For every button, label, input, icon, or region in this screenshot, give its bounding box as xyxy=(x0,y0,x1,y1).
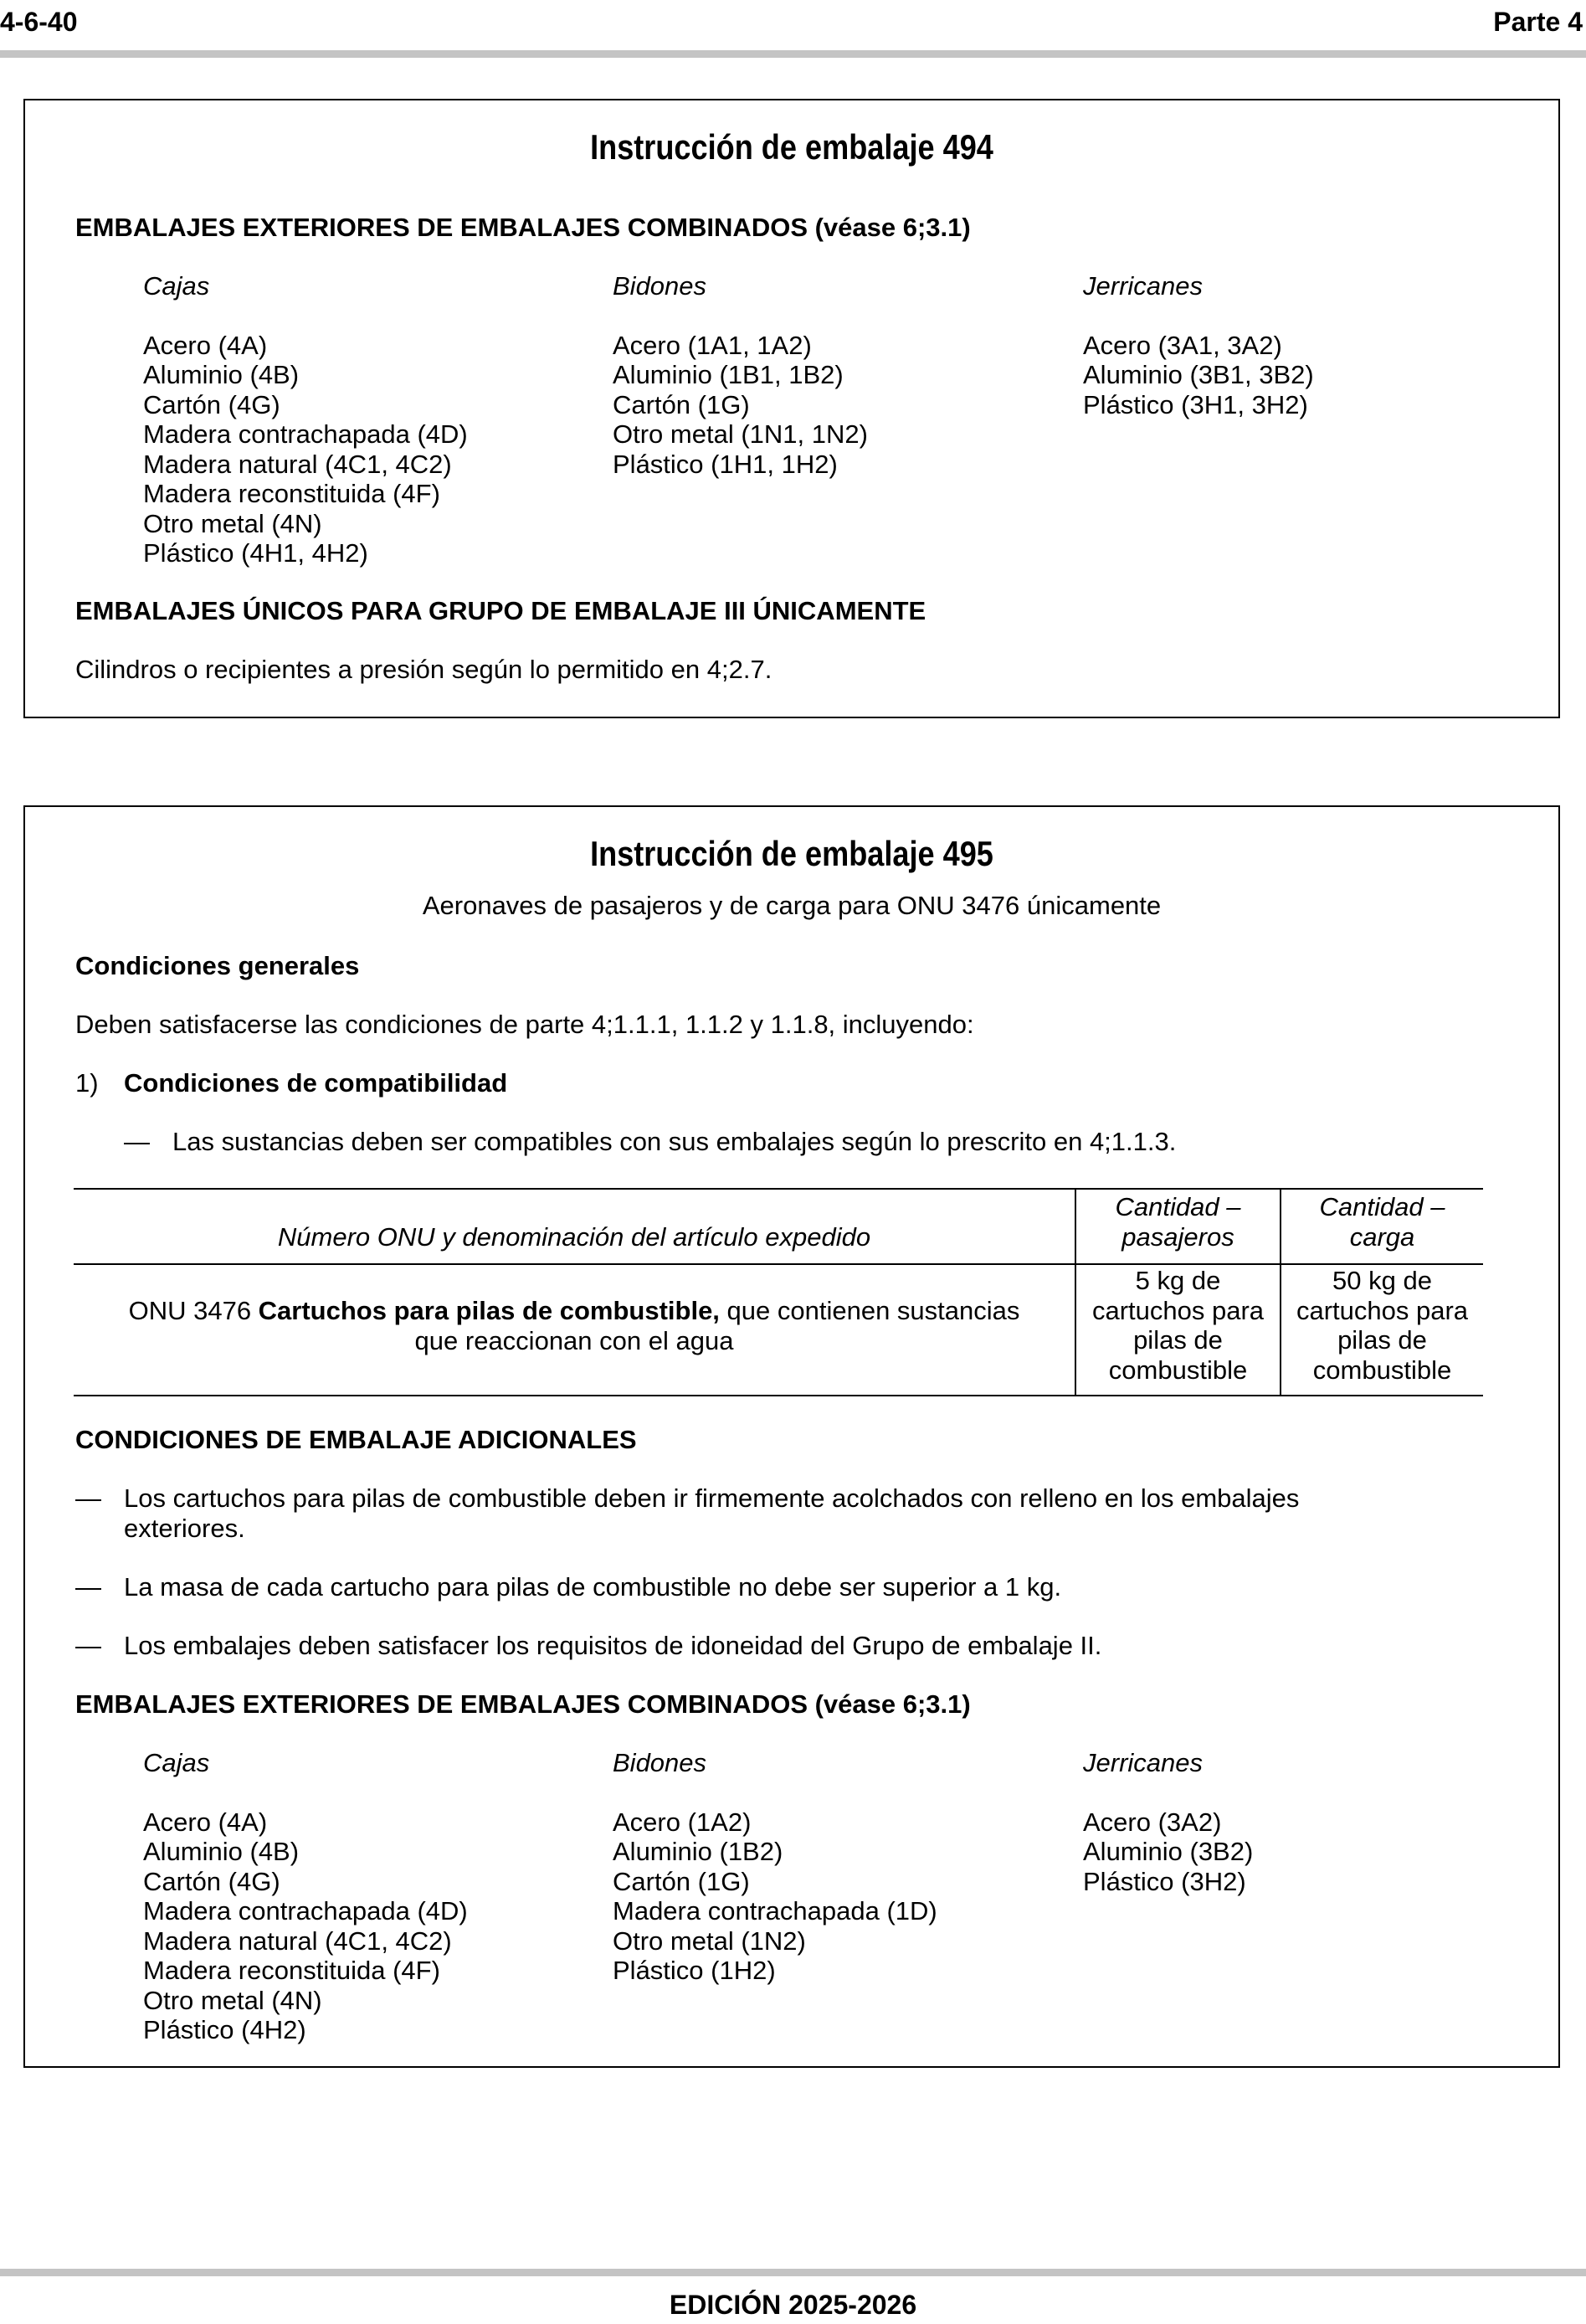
list-item: Aluminio (1B1, 1B2) xyxy=(613,360,844,389)
pi494-single-text: Cilindros o recipientes a presión según lo permitido en 4;2.7. xyxy=(75,655,772,684)
header-line: Cantidad – xyxy=(1319,1192,1445,1221)
table-header-article: Número ONU y denominación del artículo expedido xyxy=(277,1222,871,1252)
list-item: Aluminio (4B) xyxy=(143,1837,300,1866)
pi494-single-heading: EMBALAJES ÚNICOS PARA GRUPO DE EMBALAJE III ÚNICAMENTE xyxy=(75,596,926,625)
article-desc: que contienen sustancias xyxy=(719,1296,1020,1325)
col-head: Bidones xyxy=(613,1748,707,1777)
col-head: Jerricanes xyxy=(1083,271,1203,301)
list-item: Otro metal (1N2) xyxy=(613,1926,806,1956)
dash-mark: — xyxy=(75,1572,101,1602)
additional-item-1 xyxy=(124,1483,1299,1544)
packing-instruction-495 xyxy=(23,805,1560,2068)
list-item: Acero (1A2) xyxy=(613,1807,752,1837)
col-head: Bidones xyxy=(613,271,707,301)
pi494-title: Instrucción de embalaje 494 xyxy=(590,127,993,167)
item-number: 1) xyxy=(75,1068,99,1098)
proper-shipping-name: Cartuchos para pilas de combustible, xyxy=(258,1296,720,1325)
edition-label: EDICIÓN 2025-2026 xyxy=(669,2290,917,2320)
item-line: Los cartuchos para pilas de combustible deben ir firmemente acolchados con relleno en los embalajes xyxy=(124,1483,1300,1513)
col-head: Cajas xyxy=(143,271,210,301)
list-item: Otro metal (4N) xyxy=(143,508,322,538)
list-item: Plástico (3H1, 3H2) xyxy=(1083,389,1308,419)
list-item: Otro metal (4N) xyxy=(143,1985,322,2015)
page-number: 4-6-40 xyxy=(0,7,78,37)
part-label: Parte 4 xyxy=(1493,7,1583,37)
list-item: Plástico (3H2) xyxy=(1083,1866,1246,1896)
col-head: Jerricanes xyxy=(1083,1748,1203,1777)
general-conditions-heading: Condiciones generales xyxy=(75,951,360,980)
un-number: ONU 3476 xyxy=(128,1296,259,1325)
table-row-article xyxy=(74,1296,1075,1355)
cell-line: pilas de xyxy=(1337,1325,1427,1355)
footer-rule xyxy=(0,2269,1586,2276)
pi495-col-bidones xyxy=(613,1748,937,1986)
compatibility-heading: Condiciones de compatibilidad xyxy=(124,1068,508,1098)
cell-line: cartuchos para xyxy=(1091,1295,1265,1325)
col-head: Cajas xyxy=(143,1748,210,1777)
table-row-passengers xyxy=(1076,1266,1280,1385)
list-item: Madera natural (4C1, 4C2) xyxy=(143,1926,452,1956)
pi495-col-jerricanes xyxy=(1083,1748,1253,1896)
cell-line: pilas de xyxy=(1133,1325,1223,1355)
pi494-col-jerricanes xyxy=(1083,271,1314,419)
pi494-col-bidones xyxy=(613,271,868,479)
table-top-rule xyxy=(74,1188,1483,1190)
additional-conditions-heading: CONDICIONES DE EMBALAJE ADICIONALES xyxy=(75,1425,637,1454)
additional-item-3: Los embalajes deben satisfacer los requisitos de idoneidad del Grupo de embalaje II. xyxy=(124,1631,1102,1660)
list-item: Madera reconstituida (4F) xyxy=(143,1956,440,1985)
list-item: Acero (4A) xyxy=(143,1807,268,1837)
list-item: Acero (1A1, 1A2) xyxy=(613,330,812,360)
list-item: Madera contrachapada (1D) xyxy=(613,1896,937,1926)
pi494-col-cajas xyxy=(143,271,468,568)
cell-line: 5 kg de xyxy=(1135,1266,1221,1295)
list-item: Cartón (4G) xyxy=(143,389,280,419)
cell-line: combustible xyxy=(1312,1355,1452,1385)
pi495-col-cajas xyxy=(143,1748,468,2045)
table-header-rule xyxy=(74,1263,1483,1265)
list-item: Aluminio (1B2) xyxy=(613,1837,783,1866)
item-line: exteriores. xyxy=(124,1514,245,1543)
cell-line: combustible xyxy=(1108,1355,1248,1385)
header-rule xyxy=(0,50,1586,58)
list-item: Madera natural (4C1, 4C2) xyxy=(143,449,452,479)
list-item: Madera contrachapada (4D) xyxy=(143,419,468,449)
pi495-subtitle: Aeronaves de pasajeros y de carga para ONU 3476 únicamente xyxy=(422,891,1162,920)
additional-item-2: La masa de cada cartucho para pilas de combustible no debe ser superior a 1 kg. xyxy=(124,1572,1062,1602)
list-item: Aluminio (3B2) xyxy=(1083,1837,1254,1866)
pi494-outer-heading: EMBALAJES EXTERIORES DE EMBALAJES COMBINADOS (véase 6;3.1) xyxy=(75,213,971,242)
table-row-cargo xyxy=(1281,1266,1483,1385)
list-item: Otro metal (1N1, 1N2) xyxy=(613,419,868,449)
list-item: Aluminio (4B) xyxy=(143,360,300,389)
list-item: Cartón (1G) xyxy=(613,389,750,419)
list-item: Madera contrachapada (4D) xyxy=(143,1896,468,1926)
article-line-1 xyxy=(74,1296,1075,1326)
list-item: Cartón (1G) xyxy=(613,1866,750,1896)
cell-line: cartuchos para xyxy=(1296,1295,1469,1325)
article-line-2: que reaccionan con el agua xyxy=(414,1325,734,1355)
list-item: Plástico (4H1, 4H2) xyxy=(143,538,368,568)
dash-mark: — xyxy=(75,1631,101,1660)
list-item: Plástico (1H2) xyxy=(613,1956,776,1985)
dash-mark: — xyxy=(75,1483,101,1513)
header-line: carga xyxy=(1349,1221,1415,1252)
table-header-passengers xyxy=(1076,1192,1280,1252)
list-item: Madera reconstituida (4F) xyxy=(143,479,440,508)
general-conditions-text: Deben satisfacerse las condiciones de parte 4;1.1.1, 1.1.2 y 1.1.8, incluyendo: xyxy=(75,1010,974,1039)
list-item: Plástico (4H2) xyxy=(143,2015,306,2044)
pi495-outer-heading: EMBALAJES EXTERIORES DE EMBALAJES COMBINADOS (véase 6;3.1) xyxy=(75,1689,971,1719)
header-line: pasajeros xyxy=(1121,1221,1234,1252)
packing-instruction-494 xyxy=(23,99,1560,718)
list-item: Plástico (1H1, 1H2) xyxy=(613,449,838,479)
cell-line: 50 kg de xyxy=(1332,1266,1432,1295)
list-item: Acero (3A2) xyxy=(1083,1807,1222,1837)
table-bottom-rule xyxy=(74,1395,1483,1396)
list-item: Acero (3A1, 3A2) xyxy=(1083,330,1282,360)
list-item: Acero (4A) xyxy=(143,330,268,360)
header-line: Cantidad – xyxy=(1115,1192,1241,1221)
list-item: Cartón (4G) xyxy=(143,1866,280,1896)
compatibility-text: Las sustancias deben ser compatibles con sus embalajes según lo prescrito en 4;1.1.3. xyxy=(172,1127,1177,1156)
list-item: Aluminio (3B1, 3B2) xyxy=(1083,360,1314,389)
dash-mark: — xyxy=(124,1127,150,1156)
table-header-cargo xyxy=(1281,1192,1483,1252)
pi495-title: Instrucción de embalaje 495 xyxy=(590,834,993,873)
